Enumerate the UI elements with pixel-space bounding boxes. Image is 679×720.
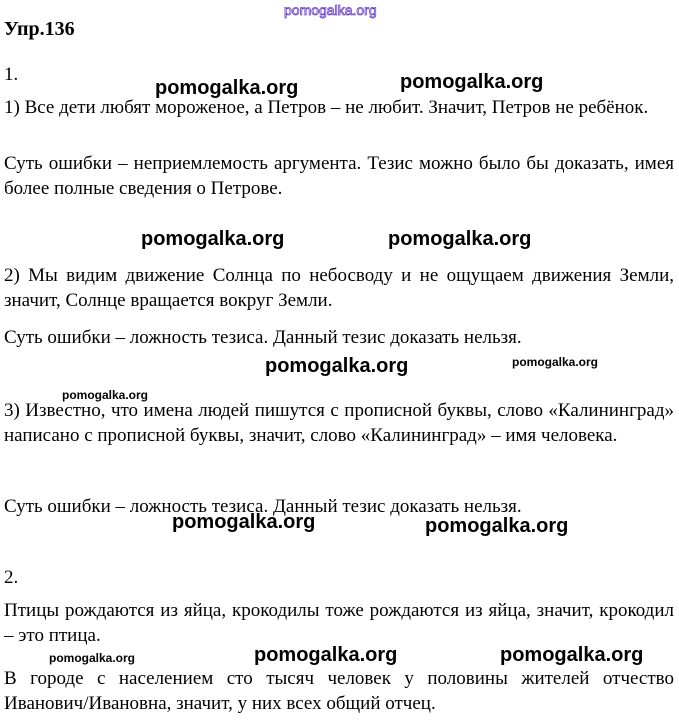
- watermark: pomogalka.org: [172, 511, 316, 533]
- watermark: pomogalka.org: [265, 355, 409, 377]
- watermark-top: pomogalka.org: [284, 2, 377, 18]
- task-2-paragraph-1: Птицы рождаются из яйца, крокодилы тоже рождаются из яйца, значит, крокодил – это птица.: [4, 600, 674, 646]
- task-1-explanation-2: Суть ошибки – ложность тезиса. Данный тезис доказать нельзя.: [4, 327, 522, 348]
- watermark: pomogalka.org: [49, 651, 136, 665]
- task-1-example-1: 1) Все дети любят мороженое, а Петров – не любит. Значит, Петров не ребёнок.: [4, 97, 649, 118]
- watermark: pomogalka.org: [512, 355, 599, 369]
- watermark: pomogalka.org: [62, 388, 149, 402]
- watermark: pomogalka.org: [425, 515, 569, 537]
- task-2-paragraph-2: В городе с населением сто тысяч человек у половины жителей отчество Иванович/Ивановна, значит, у них всех общий отчец.: [4, 668, 674, 714]
- task-1-example-2: 2) Мы видим движение Солнца по небосводу и не ощущаем движения Земли, значит, Солнце вращается вокруг Земли.: [4, 265, 674, 311]
- task-1-number: 1.: [4, 64, 19, 85]
- watermark: pomogalka.org: [388, 228, 532, 250]
- task-1-explanation-3: Суть ошибки – ложность тезиса. Данный тезис доказать нельзя.: [4, 496, 522, 517]
- task-1-example-3: 3) Известно, что имена людей пишутся с прописной буквы, слово «Калининград» написано с прописной буквы, значит, слово «Калининград» – имя человека.: [4, 400, 674, 446]
- watermark: pomogalka.org: [155, 77, 299, 99]
- watermark: pomogalka.org: [254, 644, 398, 666]
- task-2-number: 2.: [4, 567, 19, 588]
- task-1-explanation-1: Суть ошибки – неприемлемость аргумента. Тезис можно было бы доказать, имея более полные сведения о Петрове.: [4, 153, 674, 199]
- watermark: pomogalka.org: [500, 644, 644, 666]
- exercise-title: Упр.136: [4, 18, 75, 40]
- watermark: pomogalka.org: [141, 228, 285, 250]
- watermark: pomogalka.org: [400, 71, 544, 93]
